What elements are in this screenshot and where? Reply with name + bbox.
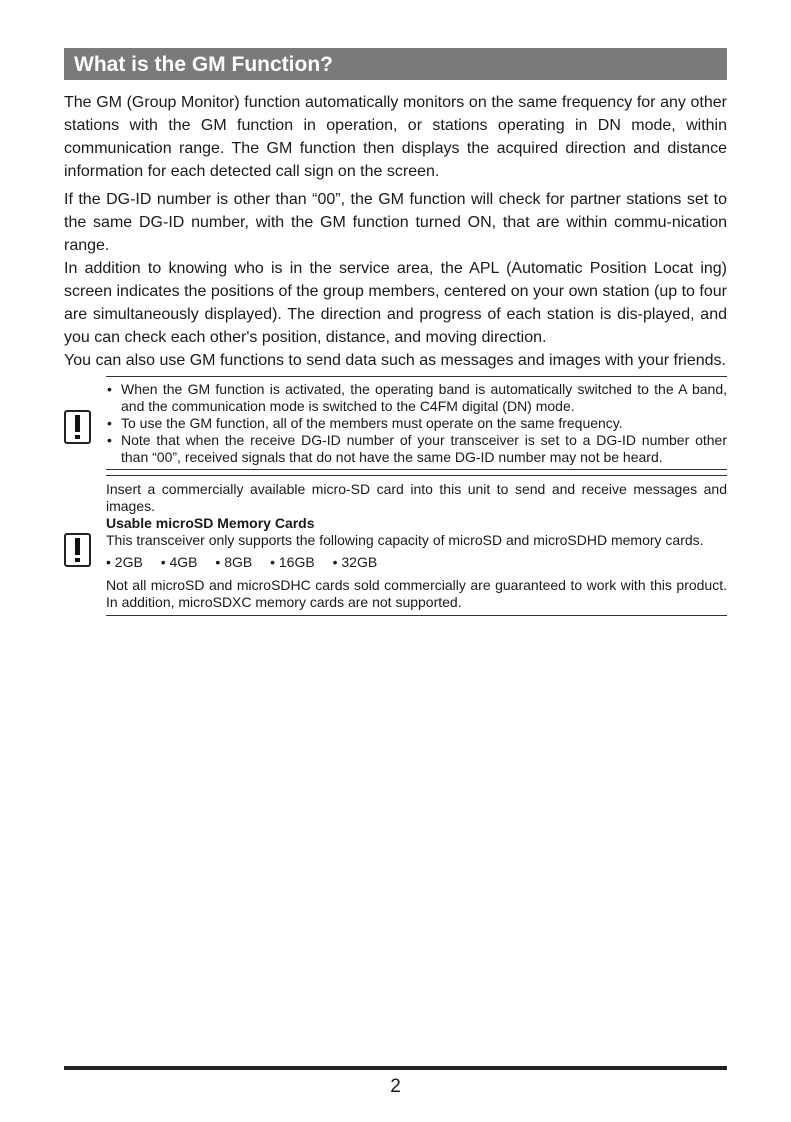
note-subheading: Usable microSD Memory Cards [106,515,315,531]
note-support: This transceiver only supports the following capacity of microSD and microSDHD memory cards. [106,532,704,548]
capacity-item: • 2GB [106,554,143,570]
paragraph: The GM (Group Monitor) function automatically monitors on the same frequency for any other stations with the GM function in operation, or stations operating in DN mode, within communication range. The GM function then displays the acquired direction and distance information for each detected call sign on the screen. [64,94,727,180]
capacity-item: • 8GB [215,554,253,570]
list-item: • When the GM function is activated, the operating band is automatically switched to the A band, and the communication mode is switched to the C4FM digital (DN) mode. [106,381,727,415]
footer-rule [64,1066,727,1070]
capacity-item: • 4GB [160,554,198,570]
list-item: • Note that when the receive DG-ID number of your transceiver is set to a DG-ID number other than “00”, received signals that do not have the same DG-ID number may not be heard. [106,432,727,466]
capacity-item: • 16GB [270,554,315,570]
list-item: • To use the GM function, all of the members must operate on the same frequency. [106,415,727,432]
exclamation-icon [64,533,91,567]
caution-list [106,377,727,469]
note-disclaimer: Not all microSD and microSDHC cards sold commercially are guaranteed to work with this product. In addition, microSDXC memory cards are not supported. [106,577,727,610]
section-heading: What is the GM Function? [64,48,727,80]
body-text [64,91,727,372]
capacity-list [106,554,727,571]
exclamation-icon [64,410,91,444]
paragraph: If the DG-ID number is other than “00”, the GM function will check for partner stations set to the same DG-ID number, with the GM function turned ON, that are within commu-nication range. [64,191,727,254]
note-intro: Insert a commercially available micro-SD card into this unit to send and receive messages and images. [106,481,727,514]
page-number: 2 [390,1076,401,1097]
paragraph: In addition to knowing who is in the service area, the APL (Automatic Position Locat ing) screen indicates the positions of the group members, centered on your own station (up to four are simultaneously displayed). The direction and progress of each station is dis-played, and you can check each other's position, distance, and moving direction. [64,260,727,346]
paragraph: You can also use GM functions to send data such as messages and images with your friends. [64,352,726,369]
page-content [64,48,727,616]
caution-note-microsd [106,475,727,616]
capacity-item: • 32GB [332,554,378,570]
caution-note-gm [106,376,727,470]
